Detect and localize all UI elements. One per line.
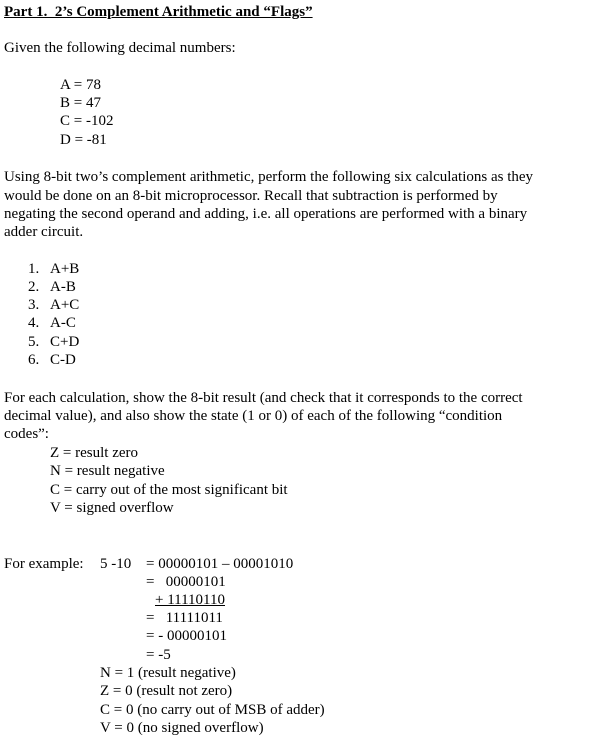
list-number: 6. (28, 352, 40, 368)
number-c: C = -102 (60, 113, 114, 129)
example-step: + 11110110 (155, 592, 225, 608)
example-label: For example: (4, 556, 84, 572)
list-item: A+B (50, 261, 80, 277)
number-b: B = 47 (60, 95, 101, 111)
flag-definition: V = signed overflow (50, 500, 174, 516)
paragraph-line: For each calculation, show the 8-bit result (and check that it corresponds to the correct (4, 390, 523, 406)
example-step: = 00000101 (146, 574, 226, 590)
list-number: 1. (28, 261, 40, 277)
example-step: = 00000101 – 00001010 (146, 556, 294, 572)
number-d: D = -81 (60, 132, 107, 148)
number-a: A = 78 (60, 77, 101, 93)
example-flag: Z = 0 (result not zero) (100, 683, 233, 699)
intro-text: Given the following decimal numbers: (4, 40, 236, 56)
example-step: = 11111011 (146, 610, 223, 626)
paragraph-line: adder circuit. (4, 224, 84, 240)
section-title: Part 1. 2’s Complement Arithmetic and “Flags” (4, 4, 313, 20)
flag-definition: Z = result zero (50, 445, 139, 461)
list-item: C+D (50, 334, 80, 350)
list-number: 5. (28, 334, 40, 350)
example-step: = -5 (146, 647, 171, 663)
example-flag: C = 0 (no carry out of MSB of adder) (100, 702, 325, 718)
list-item: A-B (50, 279, 76, 295)
example-expression: 5 -10 (100, 556, 132, 572)
example-flag: N = 1 (result negative) (100, 665, 236, 681)
paragraph-line: decimal value), and also show the state (1 or 0) of each of the following “condition (4, 408, 503, 424)
paragraph-line: codes”: (4, 426, 49, 442)
list-number: 4. (28, 315, 40, 331)
paragraph-line: negating the second operand and adding, i.e. all operations are performed with a binary (4, 206, 528, 222)
list-number: 3. (28, 297, 40, 313)
list-item: A-C (50, 315, 76, 331)
paragraph-line: would be done on an 8-bit microprocessor. Recall that subtraction is performed by (4, 188, 498, 204)
example-step: = - 00000101 (146, 628, 227, 644)
list-item: C-D (50, 352, 76, 368)
list-number: 2. (28, 279, 40, 295)
example-flag: V = 0 (no signed overflow) (100, 720, 264, 736)
list-item: A+C (50, 297, 80, 313)
flag-definition: C = carry out of the most significant bit (50, 482, 288, 498)
flag-definition: N = result negative (50, 463, 165, 479)
paragraph-line: Using 8-bit two’s complement arithmetic, perform the following six calculations as they (4, 169, 534, 185)
